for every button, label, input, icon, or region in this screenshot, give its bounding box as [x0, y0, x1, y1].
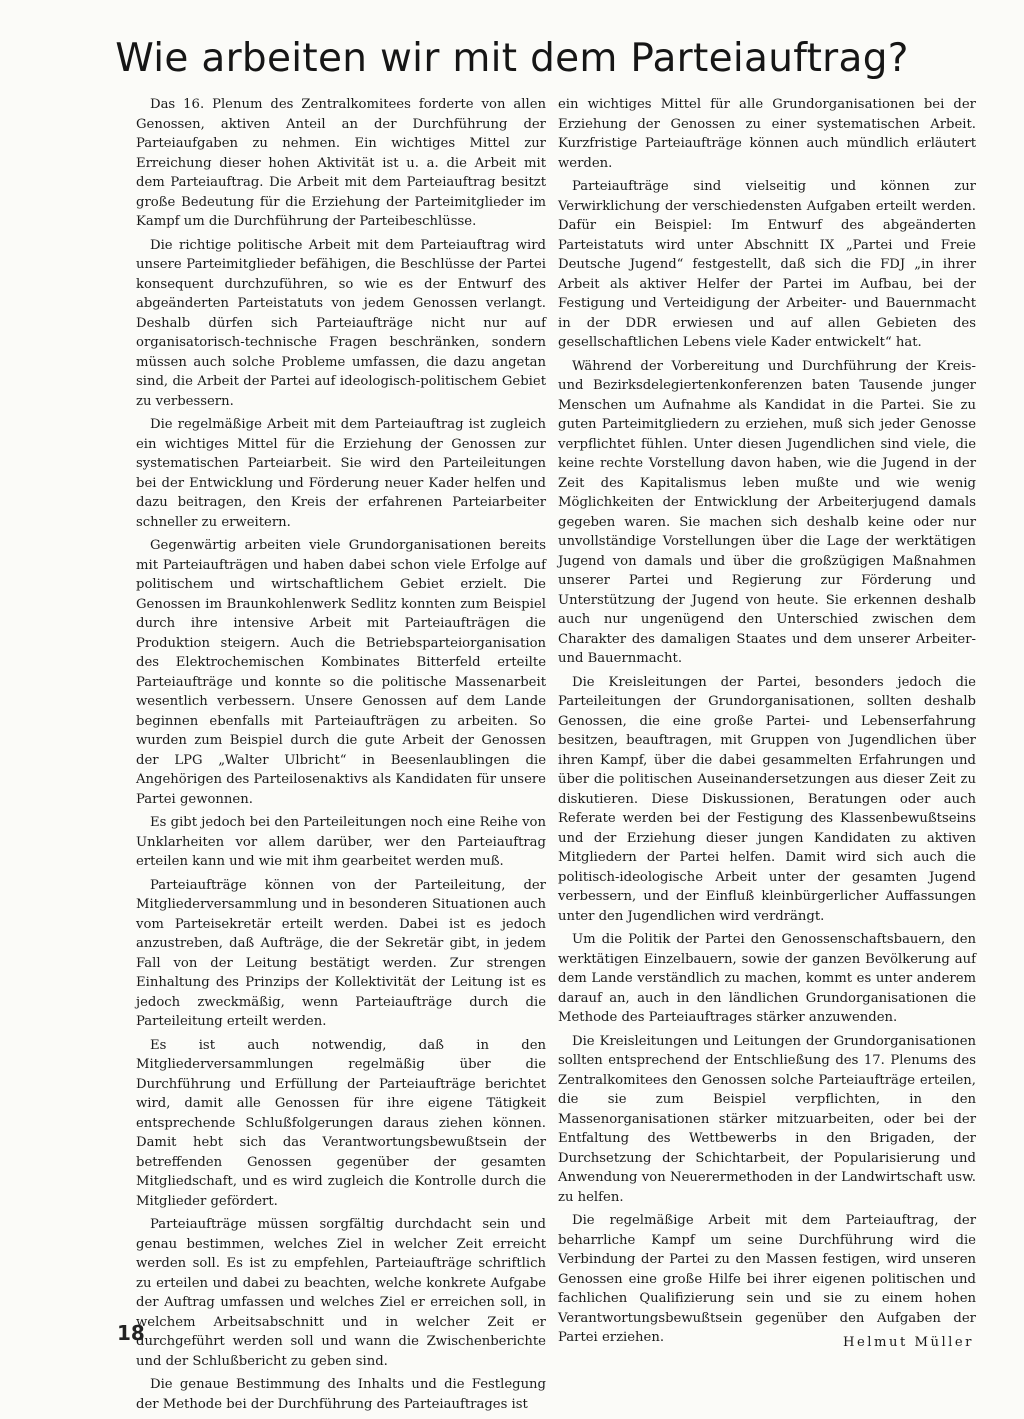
left-column: [136, 95, 546, 1418]
paragraph: Die genaue Bestimmung des Inhalts und die Festlegung der Methode bei der Durchführung des Parteiauftrages ist: [136, 1377, 546, 1412]
paragraph: Die Kreisleitungen und Leitungen der Grundorganisationen sollten entsprechend der Entschließung des 17. Plenums des Zentralkomitees den Genossen solche Parteiaufträge erteilen, die sie zum Beispiel verpflichten, in den Massenorganisationen stärker mitzuarbeiten, oder bei der Entfaltung des Wettbewerbs in den Brigaden, der Durchsetzung der Schichtarbeit, der Popularisierung und Anwendung von Neuerermethoden in der Landwirtschaft usw. zu helfen.: [558, 1033, 976, 1205]
article-title: Wie arbeiten wir mit dem Parteiauftrag?: [115, 36, 909, 81]
paragraph: Die richtige politische Arbeit mit dem Parteiauftrag wird unsere Parteimitglieder befähigen, die Beschlüsse der Partei konsequent durchzuführen, so wie es der Entwurf des abgeänderten Parteistatuts von jedem Genossen verlangt. Deshalb dürfen sich Parteiaufträge nicht nur auf organisatorisch-technische Fragen beschränken, sondern müssen auch solche Probleme umfassen, die dazu angetan sind, die Arbeit der Partei auf ideologisch-politischem Gebiet zu verbessern.: [136, 237, 546, 409]
paragraph: Die Kreisleitungen der Partei, besonders jedoch die Parteileitungen der Grundorganisationen, sollten deshalb Genossen, die eine große Partei- und Lebenserfahrung besitzen, beauftragen, mit Gruppen von Jugendlichen über ihren Kampf, über die dabei gesammelten Erfahrungen und über die politischen Auseinandersetzungen aus dieser Zeit zu diskutieren. Diese Diskussionen, Beratungen oder auch Referate werden bei der Festigung des Klassenbewußtseins und der Erziehung dieser jungen Kandidaten zu aktiven Mitgliedern der Partei helfen. Damit wird sich auch die politisch-ideologische Arbeit unter der gesamten Jugend verbessern, und der Einfluß kleinbürgerlicher Auffassungen unter den Jugendlichen wird verdrängt.: [558, 674, 976, 924]
paragraph-continuation: ein wichtiges Mittel für alle Grundorganisationen bei der Erziehung der Genossen zu einer systematischen Arbeit. Kurzfristige Parteiaufträge können auch mündlich erläutert werden.: [558, 97, 976, 171]
author-signature: Helmut Müller: [842, 1334, 974, 1350]
page-number: 18: [117, 1321, 145, 1345]
paragraph: Die regelmäßige Arbeit mit dem Parteiauftrag ist zugleich ein wichtiges Mittel für die Erziehung der Genossen zur systematischen Parteiarbeit. Sie wird den Parteileitungen bei der Entwicklung und Förderung neuer Kader helfen und dazu beitragen, den Kreis der erfahrenen Parteiarbeiter schneller zu erweitern.: [136, 417, 546, 530]
paragraph: Das 16. Plenum des Zentralkomitees forderte von allen Genossen, aktiven Anteil an der Durchführung der Parteiaufgaben zu nehmen. Ein wichtiges Mittel zur Erreichung dieser hohen Aktivität ist u. a. die Arbeit mit dem Parteiauftrag. Die Arbeit mit dem Parteiauftrag besitzt große Bedeutung für die Erziehung der Parteimitglieder im Kampf um die Durchführung der Parteibeschlüsse.: [136, 97, 546, 229]
paragraph: Parteiaufträge können von der Parteileitung, der Mitgliederversammlung und in besonderen Situationen auch vom Parteisekretär erteilt werden. Dabei ist es jedoch anzustreben, daß Aufträge, die der Sekretär gibt, in jedem Fall von der Leitung bestätigt werden. Zur strengen Einhaltung des Prinzips der Kollektivität der Leitung ist es jedoch zweckmäßig, wenn Parteiaufträge durch die Parteileitung erteilt werden.: [136, 877, 546, 1029]
right-column: [558, 95, 976, 1352]
paragraph: Um die Politik der Partei den Genossenschaftsbauern, den werktätigen Einzelbauern, sowie der ganzen Bevölkerung auf dem Lande verständlich zu machen, kommt es unter anderem darauf an, auch in den ländlichen Grundorganisationen die Methode des Parteiauftrages stärker anzuwenden.: [558, 932, 976, 1025]
paragraph: Es gibt jedoch bei den Parteileitungen noch eine Reihe von Unklarheiten vor allem darüber, wer den Parteiauftrag erteilen kann und wie mit ihm gearbeitet werden muß.: [136, 815, 546, 869]
paragraph: Während der Vorbereitung und Durchführung der Kreis- und Bezirksdelegiertenkonferenzen baten Tausende junger Menschen um Aufnahme als Kandidat in die Partei. Sie zu guten Parteimitgliedern zu erziehen, muß sich jeder Genosse verpflichtet fühlen. Unter diesen Jugendlichen sind viele, die keine rechte Vorstellung davon haben, wie die Jugend in der Zeit des Kapitalismus leben mußte und wie wenig Möglichkeiten der Entwicklung der Arbeiterjugend damals gegeben waren. Sie machen sich deshalb keine oder nur unvollständige Vorstellungen über die Lage der werktätigen Jugend von damals und über die großzügigen Maßnahmen unserer Partei und Regierung zur Förderung und Unterstützung der Jugend von heute. Sie erkennen deshalb auch nur ungenügend den Unterschied zwischen dem Charakter des damaligen Staates und dem unserer Arbeiter- und Bauernmacht.: [558, 358, 976, 666]
paragraph: Gegenwärtig arbeiten viele Grundorganisationen bereits mit Parteiaufträgen und haben dabei schon viele Erfolge auf politischem und wirtschaftlichem Gebiet erzielt. Die Genossen im Braunkohlenwerk Sedlitz konnten zum Beispiel durch ihre intensive Arbeit mit Parteiaufträgen die Produktion steigern. Auch die Betriebsparteiorganisation des Elektrochemischen Kombinates Bitterfeld erteilte Parteiaufträge und konnte so die politische Massenarbeit wesentlich verbessern. Unsere Genossen auf dem Lande beginnen ebenfalls mit Parteiaufträgen zu arbeiten. So wurden zum Beispiel durch die gute Arbeit der Genossen der LPG „Walter Ulbricht“ in Beesenlaublingen die Angehörigen des Parteilosenaktivs als Kandidaten für unsere Partei gewonnen.: [136, 538, 546, 807]
paragraph: Parteiaufträge sind vielseitig und können zur Verwirklichung der verschiedensten Aufgaben erteilt werden. Dafür ein Beispiel: Im Entwurf des abgeänderten Parteistatuts wird unter Abschnitt IX „Partei und Freie Deutsche Jugend“ festgestellt, daß sich die FDJ „in ihrer Arbeit als aktiver Helfer der Partei im Aufbau, bei der Festigung und Verteidigung der Arbeiter- und Bauernmacht in der DDR erwiesen und auf allen Gebieten des gesellschaftlichen Lebens viele Kader entwickelt“ hat.: [558, 179, 976, 350]
paragraph: Parteiaufträge müssen sorgfältig durchdacht sein und genau bestimmen, welches Ziel in welcher Zeit erreicht werden soll. Es ist zu empfehlen, Parteiaufträge schriftlich zu erteilen und dabei zu beachten, welche konkrete Aufgabe der Auftrag umfassen und welches Ziel er erreichen soll, in welchem Arbeitsabschnitt und in welcher Zeit er durchgeführt werden soll und wann die Zwischenberichte und der Schlußbericht zu geben sind.: [136, 1217, 546, 1369]
paragraph: Es ist auch notwendig, daß in den Mitgliederversammlungen regelmäßig über die Durchführung und Erfüllung der Parteiaufträge berichtet wird, damit alle Genossen für ihre eigene Tätigkeit entsprechende Schlußfolgerungen daraus ziehen können. Damit hebt sich das Verantwortungsbewußtsein der betreffenden Genossen gegenüber der gesamten Mitgliedschaft, und es wird zugleich die Kontrolle durch die Mitglieder gefördert.: [136, 1037, 546, 1209]
paragraph: Die regelmäßige Arbeit mit dem Parteiauftrag, der beharrliche Kampf um seine Durchführung wird die Verbindung der Partei zu den Massen festigen, wird unseren Genossen eine große Hilfe bei ihrer eigenen politischen und fachlichen Qualifizierung sein und sie zu einem hohen Verantwortungsbewußtsein gegenüber den Aufgaben der Partei erziehen.: [558, 1213, 976, 1345]
